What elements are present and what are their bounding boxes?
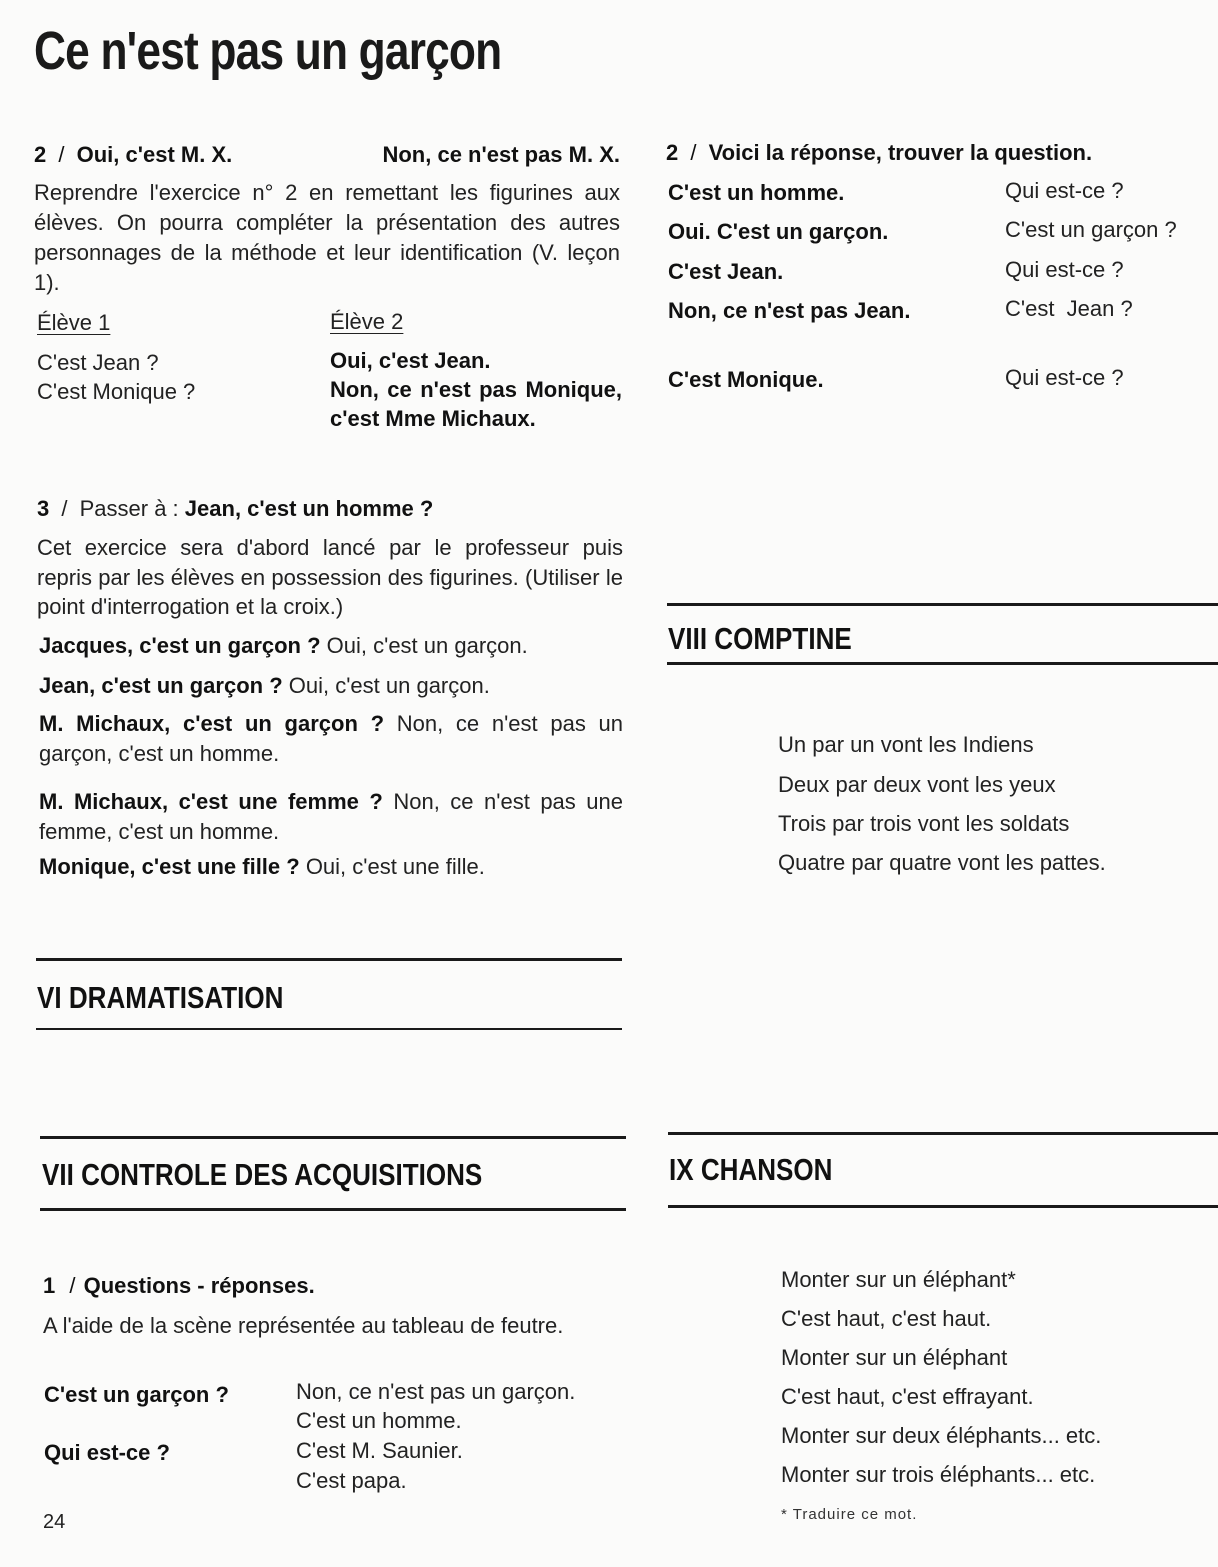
right-row-question-2: C'est un garçon ? — [1005, 217, 1177, 242]
eleve-2-answer-2: Non, ce n'est pas Monique, c'est Mme Michaux. — [330, 377, 622, 431]
exercise-3 — [37, 494, 623, 622]
chanson-line-6: Monter sur trois éléphants... etc. — [781, 1462, 1096, 1487]
section-heading-dramatisation: VI DRAMATISATION — [37, 980, 284, 1015]
eleve-1-question-1: C'est Jean ? — [37, 350, 159, 375]
section-rule — [40, 1136, 626, 1139]
eleve-1-question-2: C'est Monique ? — [37, 379, 196, 404]
separator: / — [58, 142, 65, 167]
exercise-7-question-2: Qui est-ce ? — [44, 1440, 170, 1465]
chanson-line-4: C'est haut, c'est effrayant. — [781, 1384, 1034, 1409]
exercise-7-answer-1a: Non, ce n'est pas un garçon. — [296, 1379, 576, 1404]
exercise-number: 1 — [43, 1273, 56, 1298]
chanson-line-5: Monter sur deux éléphants... etc. — [781, 1423, 1102, 1448]
separator: / — [69, 1273, 76, 1298]
exercise-2-paragraph: Reprendre l'exercice n° 2 en remettant les figurines aux élèves. On pourra compléter la présentation des autres personnages de la méthode et leur identification (V. leçon 1). — [34, 180, 620, 295]
section-rule — [668, 1132, 1218, 1135]
section-heading-chanson: IX CHANSON — [669, 1152, 833, 1187]
exercise-2-left — [34, 140, 620, 298]
exercise-7-answer-2b: C'est papa. — [296, 1468, 407, 1493]
eleve-1-label: Élève 1 — [37, 310, 111, 335]
right-row-answer-2: Oui. C'est un garçon. — [668, 219, 889, 244]
section-rule — [667, 662, 1218, 665]
exercise-3-paragraph: Cet exercice sera d'abord lancé par le professeur puis repris par les élèves en possession des figurines. (Utiliser le point d'interrogation et la croix.) — [37, 535, 623, 619]
exercise-lead: Voici la réponse, trouver la question. — [708, 140, 1093, 165]
right-row-answer-3: C'est Jean. — [668, 259, 784, 284]
exercise-2-heading — [34, 140, 620, 170]
comptine-line-1: Un par un vont les Indiens — [778, 732, 1034, 757]
passer-label: Passer à : — [79, 496, 179, 521]
exercise-lead: Jean, c'est un homme ? — [184, 496, 434, 521]
right-row-question-3: Qui est-ce ? — [1005, 257, 1124, 282]
right-row-question-1: Qui est-ce ? — [1005, 178, 1124, 203]
exercise-lead: Questions - réponses. — [83, 1273, 315, 1298]
page-number: 24 — [43, 1511, 66, 1533]
comptine-line-4: Quatre par quatre vont les pattes. — [778, 850, 1106, 875]
exercise-3-line-4: M. Michaux, c'est une femme ? Non, ce n'est pas une femme, c'est un homme. — [39, 789, 624, 844]
comptine-line-3: Trois par trois vont les soldats — [778, 811, 1070, 836]
exercise-lead-2: Non, ce n'est pas M. X. — [382, 142, 620, 167]
exercise-3-line-2: Jean, c'est un garçon ? Oui, c'est un garçon. — [39, 673, 490, 698]
exercise-3-line-5: Monique, c'est une fille ? Oui, c'est une fille. — [39, 854, 485, 879]
right-exercise-2-heading — [666, 138, 1092, 168]
section-rule — [36, 958, 622, 961]
right-row-answer-4: Non, ce n'est pas Jean. — [668, 298, 911, 323]
exercise-number: 3 — [37, 496, 50, 521]
page-title: Ce n'est pas un garçon — [34, 21, 502, 81]
section-rule — [667, 603, 1218, 606]
separator: / — [690, 140, 697, 165]
separator: / — [61, 496, 68, 521]
comptine-line-2: Deux par deux vont les yeux — [778, 772, 1056, 797]
chanson-line-2: C'est haut, c'est haut. — [781, 1306, 992, 1331]
exercise-lead: Oui, c'est M. X. — [76, 142, 233, 167]
section-heading-controle: VII CONTROLE DES ACQUISITIONS — [42, 1157, 483, 1192]
section-heading-comptine: VIII COMPTINE — [668, 621, 852, 656]
exercise-3-line-3: M. Michaux, c'est un garçon ? Non, ce n'est pas un garçon, c'est un homme. — [39, 711, 623, 766]
eleve-2-label: Élève 2 — [330, 309, 404, 334]
exercise-7-answer-1b: C'est un homme. — [296, 1408, 462, 1433]
exercise-3-line-1: Jacques, c'est un garçon ? Oui, c'est un garçon. — [39, 633, 528, 658]
exercise-7-1-paragraph: A l'aide de la scène représentée au tableau de feutre. — [43, 1313, 564, 1338]
exercise-number: 2 — [666, 140, 679, 165]
right-row-question-4: C'est Jean ? — [1005, 296, 1133, 321]
section-rule — [36, 1028, 622, 1030]
exercise-7-1 — [43, 1271, 627, 1341]
right-row-answer-5: C'est Monique. — [668, 367, 824, 392]
footnote: * Traduire ce mot. — [781, 1506, 918, 1523]
exercise-7-1-heading — [43, 1271, 627, 1301]
exercise-number: 2 — [34, 142, 47, 167]
right-row-answer-1: C'est un homme. — [668, 180, 845, 205]
exercise-3-heading — [37, 494, 623, 524]
section-rule — [668, 1205, 1218, 1208]
chanson-line-1: Monter sur un éléphant* — [781, 1267, 1016, 1292]
eleve-2-answer-1: Oui, c'est Jean. — [330, 348, 491, 373]
section-rule — [40, 1208, 626, 1211]
exercise-7-question-1: C'est un garçon ? — [44, 1382, 229, 1407]
chanson-line-3: Monter sur un éléphant — [781, 1345, 1008, 1370]
exercise-7-answer-2a: C'est M. Saunier. — [296, 1438, 463, 1463]
right-row-question-5: Qui est-ce ? — [1005, 365, 1124, 390]
